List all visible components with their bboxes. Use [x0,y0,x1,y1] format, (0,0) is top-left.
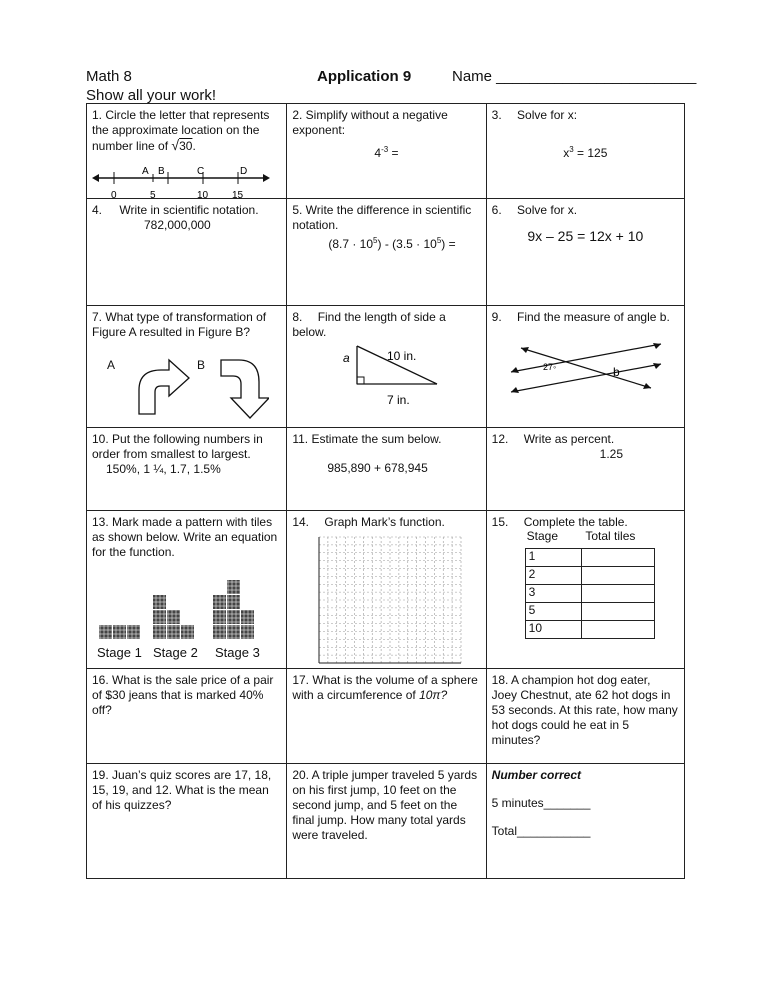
problem-15 [486,511,684,669]
sqrt-expression: √30. [171,137,196,153]
hypotenuse-label: 10 in. [387,349,417,363]
letter-b: B [158,166,165,177]
transformation-arrows [129,354,269,426]
parallel-lines-diagram [501,340,666,400]
problem-17-circumference: 10π? [419,688,448,702]
tick-15: 15 [232,190,244,201]
stage3-tile [227,595,240,609]
problem-14-number: 14. [292,515,310,529]
stage2-tile [153,610,166,624]
tiles-cell[interactable] [581,585,654,603]
stage-2-label: Stage 2 [153,645,198,660]
problem-8 [287,306,486,428]
stage-cell: 3 [525,585,581,603]
problem-4-number: 4. [92,203,103,217]
tiles-cell[interactable] [581,621,654,639]
stage3-tile [241,625,254,639]
problem-18-text: 18. A champion hot dog eater, Joey Chestnut, ate 62 hot dogs in 53 seconds. At this rate, how many hot dogs could he eat in 5 minutes? [491,673,678,747]
problem-10-numbers: 150%, 1 ¼, 1.7, 1.5% [106,462,221,476]
problem-5-text: 5. Write the difference in scientific notation. [292,203,472,232]
problem-12-value: 1.25 [599,447,624,461]
problem-3-equation: $x^3 = 125$ [563,145,608,160]
problem-3-text: Solve for x: [517,108,578,122]
base-label: 7 in. [387,393,411,407]
stage1-tile [127,625,140,639]
problem-14-text: Graph Mark’s function. [324,515,445,529]
stage1-tile [113,625,126,639]
problem-17 [287,669,486,764]
figure-b-label: B [197,358,206,372]
tiles-cell[interactable] [581,567,654,585]
letter-d: D [240,166,248,177]
problem-3 [486,104,684,199]
problem-15-number: 15. [491,515,509,529]
stage3-tile [227,625,240,639]
graph-grid[interactable] [315,533,465,667]
problem-14 [287,511,486,669]
problem-5 [287,199,486,306]
stage2-tile [153,595,166,609]
stage-1-label: Stage 1 [97,645,142,660]
stage1-tile [99,625,112,639]
stage2-tile [181,625,194,639]
stage3-tile [213,595,226,609]
stage3-tile [227,610,240,624]
letter-c: C [197,166,205,177]
stage-cell: 2 [525,567,581,585]
problem-10 [87,428,287,511]
stage-cell: 10 [525,621,581,639]
problem-6-equation: 9x – 25 = 12x + 10 [527,228,644,244]
problem-12-text: Write as percent. [523,432,615,446]
tick-0: 0 [111,190,117,201]
problem-20 [287,764,486,879]
page-title: Application 9 [317,68,412,85]
problem-16-text: 16. What is the sale price of a pair of $30 jeans that is marked 40% off? [92,673,274,717]
problem-17-text: 17. What is the volume of a sphere with a circumference of [292,673,478,702]
problem-6 [486,199,684,306]
stage2-tile [167,625,180,639]
stage-3-label: Stage 3 [215,645,260,660]
problem-12 [486,428,684,511]
problem-20-text: 20. A triple jumper traveled 5 yards on his first jump, 10 feet on the second jump, and 5 feet on the final jump. How many total yards were traveled. [292,768,478,842]
problem-8-number: 8. [292,310,303,324]
instructions: Show all your work! [86,87,217,104]
problem-1 [87,104,287,199]
problem-6-text: Solve for x. [517,203,578,217]
angle-27-label: 27◦ [542,362,556,372]
problem-16 [87,669,287,764]
stage2-tile [167,610,180,624]
problem-2-expression: $4^{-3}$ = [374,145,399,160]
tick-10: 10 [197,190,209,201]
problem-7-text: 7. What type of transformation of Figure A resulted in Figure B? [92,310,267,339]
stage3-tile [227,580,240,594]
stage3-tile [213,625,226,639]
table-header [527,529,657,544]
letter-a: A [142,166,149,177]
problem-13 [87,511,287,669]
problem-11 [287,428,486,511]
course-name: Math 8 [86,68,132,85]
stage-table [525,548,655,639]
tile-pattern [97,575,257,641]
problem-9 [486,306,684,428]
score-box [486,764,684,879]
tick-5: 5 [150,190,156,201]
problem-19 [87,764,287,879]
problem-15-text: Complete the table. [523,515,628,529]
problem-4 [87,199,287,306]
col-total-tiles: Total tiles [585,529,636,543]
stage3-tile [241,610,254,624]
problem-8-text: Find the length of side a below. [292,310,446,339]
worksheet-grid [86,103,685,879]
problem-1-text: 1. Circle the letter that represents the approximate location on the number line of [92,108,270,153]
problem-18 [486,669,684,764]
problem-11-sum: 985,890 + 678,945 [327,461,428,475]
problem-13-text: 13. Mark made a pattern with tiles as shown below. Write an equation for the function. [92,515,278,559]
tiles-cell[interactable] [581,549,654,567]
problem-6-number: 6. [491,203,502,217]
problem-10-text: 10. Put the following numbers in order from smallest to largest. [92,432,263,461]
problem-9-text: Find the measure of angle b. [517,310,670,324]
angle-b-label: b [612,365,620,379]
tiles-cell[interactable] [581,603,654,621]
problem-2 [287,104,486,199]
stage3-tile [213,610,226,624]
problem-7 [87,306,287,428]
col-stage: Stage [526,529,559,543]
problem-5-expression: $(8.7 \cdot 10^5) - (3.5 \cdot 10^5)$ = [328,236,456,251]
problem-19-text: 19. Juan’s quiz scores are 17, 18, 15, 19, and 12. What is the mean of his quizzes? [92,768,272,812]
problem-3-number: 3. [491,108,502,122]
name-line: Name ________________________ [452,68,697,85]
problem-11-text: 11. Estimate the sum below. [292,432,442,446]
problem-12-number: 12. [491,432,509,446]
problem-2-text: 2. Simplify without a negative exponent: [292,108,448,137]
problem-9-number: 9. [491,310,502,324]
five-minutes-line[interactable]: 5 minutes_______ [491,796,591,810]
problem-4-text: Write in scientific notation. [119,203,259,217]
stage-cell: 1 [525,549,581,567]
right-triangle [327,342,467,412]
number-correct-title: Number correct [491,768,582,782]
stage2-tile [153,625,166,639]
problem-4-value: 782,000,000 [144,218,211,232]
stage-cell: 5 [525,603,581,621]
figure-a-label: A [107,358,116,372]
total-line[interactable]: Total___________ [491,824,591,838]
side-a-label: a [343,351,351,365]
